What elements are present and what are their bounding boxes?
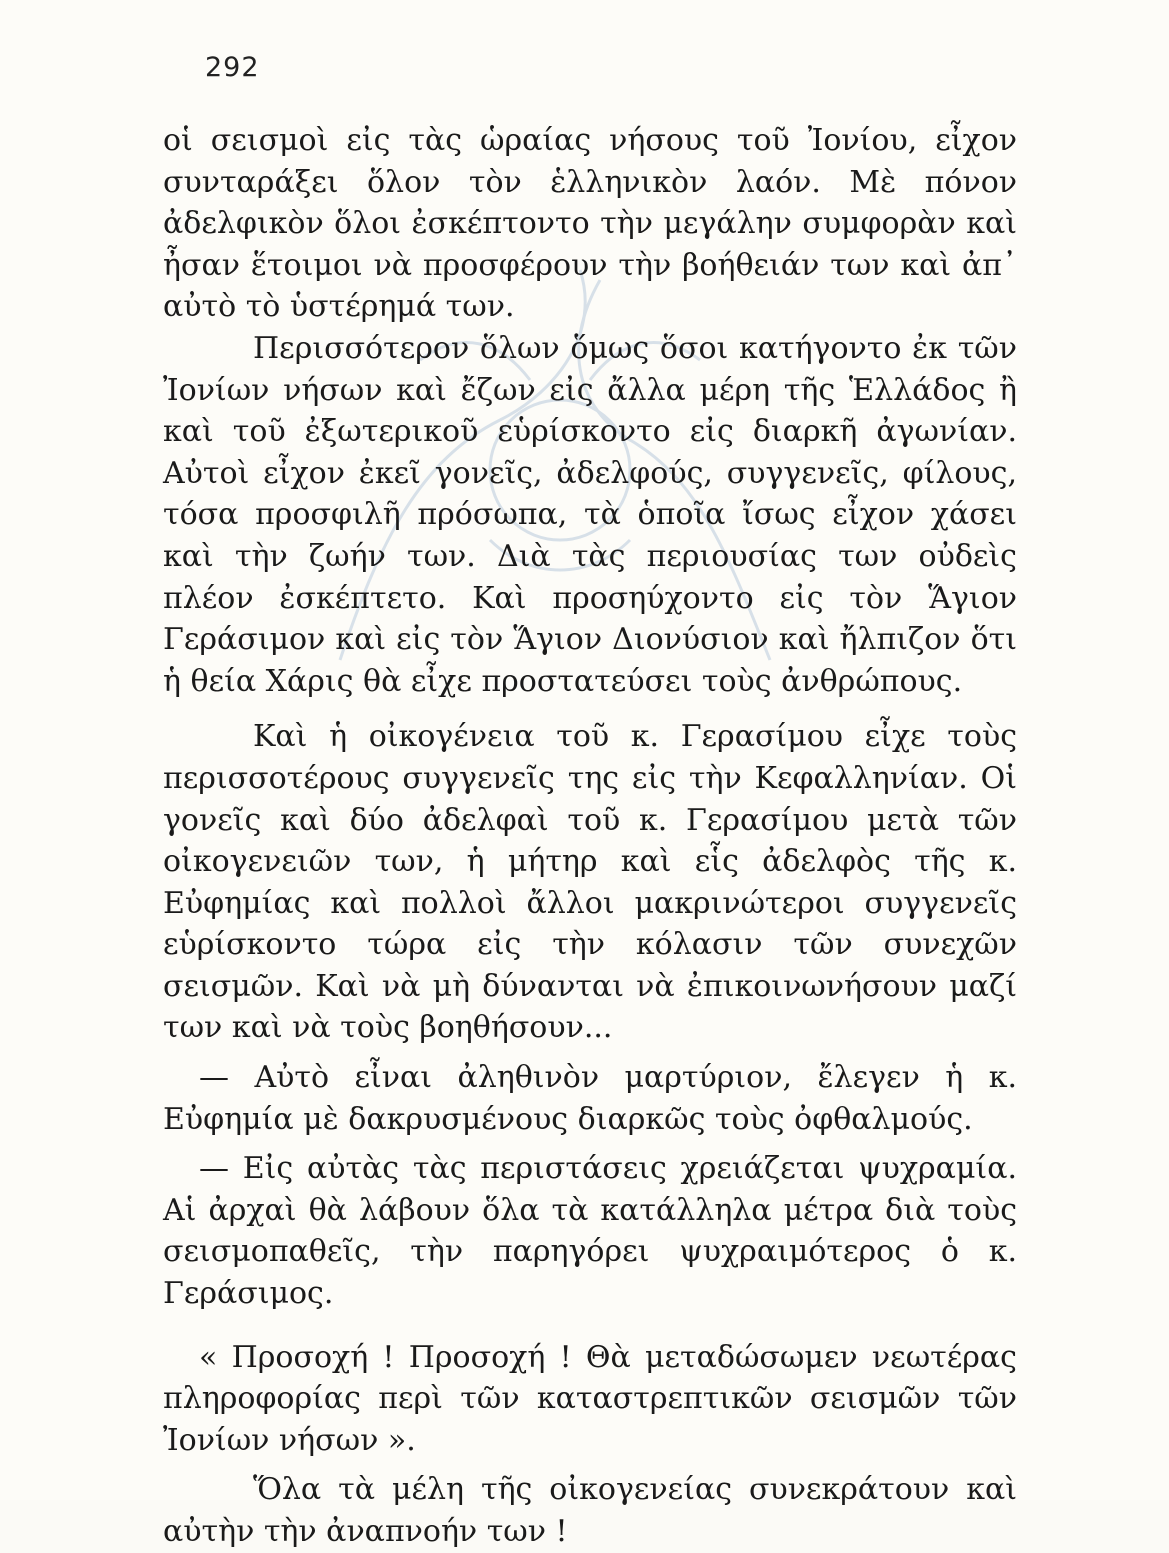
page-number: 292 bbox=[205, 52, 260, 83]
paragraph-family-relatives: Καὶ ἡ οἰκογένεια τοῦ κ. Γερασίμου εἶχε τοὺς περισσοτέρους συγγενεῖς της εἰς τὴν Κεφαλληνίαν. Οἱ γονεῖς καὶ δύο ἀδελφαὶ τοῦ κ. Γερασίμου μετὰ τῶν οἰκογενειῶν των, ἡ μήτηρ καὶ εἷς ἀδελφὸς τῆς κ. Εὐφημίας καὶ πολλοὶ ἄλλοι μακρινώτεροι συγγενεῖς εὑρίσκοντο τώρα εἰς τὴν κόλασιν τῶν συνεχῶν σεισμῶν. Καὶ νὰ μὴ δύνανται νὰ ἐπικοινωνήσουν μαζί των καὶ νὰ τοὺς βοηθήσουν... bbox=[163, 719, 1017, 1046]
radio-announcement: « Προσοχή ! Προσοχή ! Θὰ μεταδώσωμεν νεωτέρας πληροφορίας περὶ τῶν καταστρεπτικῶν σεισμῶν τῶν Ἰονίων νήσων ». bbox=[163, 1339, 1017, 1458]
paragraph-continuation: οἱ σεισμοὶ εἰς τὰς ὡραίας νήσους τοῦ Ἰονίου, εἶχον συνταράξει ὅλον τὸν ἑλληνικὸν λαόν. Μὲ πόνον ἀδελφικὸν ὅλοι ἐσκέπτοντο τὴν μεγάλην συμφορὰν καὶ ἦσαν ἕτοιμοι νὰ προσφέρουν τὴν βοήθειάν των καὶ ἀπ᾽ αὐτὸ τὸ ὑστέρημά των. bbox=[163, 123, 1017, 325]
dialogue-gerasimos: — Εἰς αὐτὰς τὰς περιστάσεις χρειάζεται ψυχραμία. Αἱ ἀρχαὶ θὰ λάβουν ὅλα τὰ κατάλληλα μέτρα διὰ τοὺς σεισμοπαθεῖς, τὴν παρηγόρει ψυχραιμότερος ὁ κ. Γεράσιμος. bbox=[163, 1151, 1017, 1312]
dialogue-euphemia: — Αὐτὸ εἶναι ἀληθινὸν μαρτύριον, ἔλεγεν ἡ κ. Εὐφημία μὲ δακρυσμένους διαρκῶς τοὺς ὀφθαλμούς. bbox=[163, 1060, 1017, 1137]
paragraph-closing: Ὅλα τὰ μέλη τῆς οἰκογενείας συνεκράτουν καὶ αὐτὴν τὴν ἀναπνοήν των ! bbox=[163, 1472, 1017, 1549]
paragraph-ionian-relatives: Περισσότερον ὅλων ὅμως ὅσοι κατήγοντο ἐκ τῶν Ἰονίων νήσων καὶ ἔζων εἰς ἄλλα μέρη τῆς Ἑλλάδος ἢ καὶ τοῦ ἐξωτερικοῦ εὑρίσκοντο εἰς διαρκῆ ἀγωνίαν. Αὐτοὶ εἶχον ἐκεῖ γονεῖς, ἀδελφούς, συγγενεῖς, φίλους, τόσα προσφιλῆ πρόσωπα, τὰ ὁποῖα ἴσως εἶχον χάσει καὶ τὴν ζωήν των. Διὰ τὰς περιουσίας των οὐδεὶς πλέον ἐσκέπτετο. Καὶ προσηύχοντο εἰς τὸν Ἅγιον Γεράσιμον καὶ εἰς τὸν Ἅγιον Διονύσιον καὶ ἤλπιζον ὅτι ἡ θεία Χάρις θὰ εἶχε προστατεύσει τοὺς ἀνθρώπους. bbox=[163, 330, 1017, 699]
page-body-text bbox=[163, 120, 1017, 1553]
